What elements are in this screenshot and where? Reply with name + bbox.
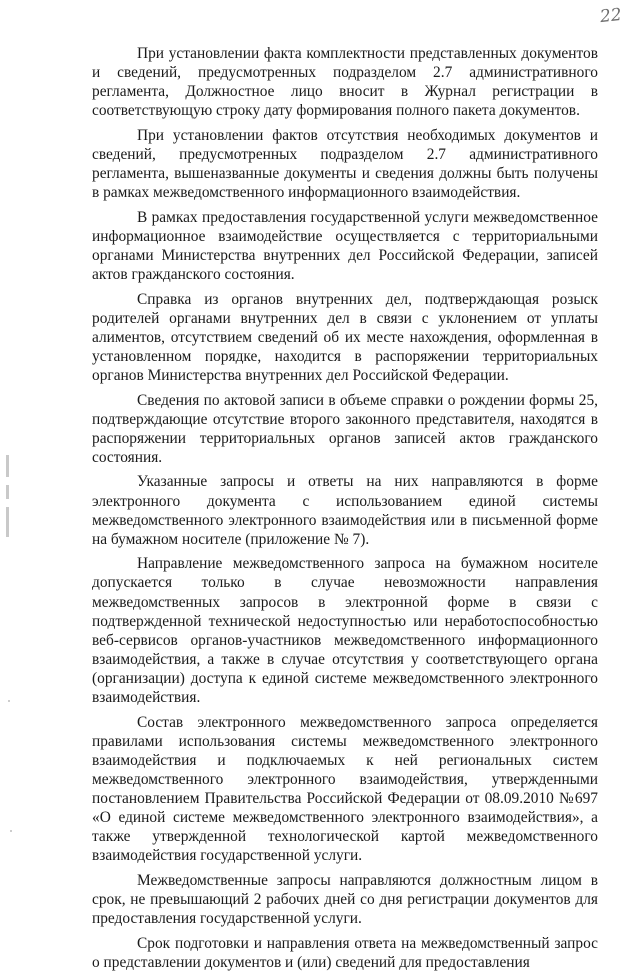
scan-dot [8,700,10,702]
paragraph: Сведения по актовой записи в объеме справки о рождении формы 25, подтверждающие отсутствие второго законного представителя, находятся в распоряжении территориальных органов записей актов гражданского состояния. [92,391,598,466]
paragraph: При установлении фактов отсутствия необходимых документов и сведений, предусмотренных подразделом 2.7 административного регламента, вышеназванные документы и сведения должны быть получены в рамках межведомственного информационного взаимодействия. [92,126,598,202]
document-body [92,44,598,977]
paragraph: Состав электронного межведомственного запроса определяется правилами использования системы межведомственного электронного взаимодействия и подключаемых к ней региональных систем межведомственного электронного взаимодействия, утвержденными постановлением Правительства Российской Федерации от 08.09.2010 №697 «О единой системе межведомственного электронного взаимодействия», а также утвержденной технологической картой межведомственного взаимодействия государственной услуги. [92,713,598,865]
paragraph: При установлении факта комплектности представленных документов и сведений, предусмотренных подразделом 2.7 административного регламента, Должностное лицо вносит в Журнал регистрации в соответствующую строку дату формирования полного пакета документов. [92,45,598,120]
scan-margin-marks [6,455,12,550]
page-number: 22 [599,4,623,28]
paragraph: Направление межведомственного запроса на бумажном носителе допускается только в случае невозможности направления межведомственных запросов в электронной форме в связи с подтвержденной технической недоступностью или неработоспособностью веб-сервисов органов-участников межведомственного информационного взаимодействия, а также в случае отсутствия у соответствующего органа (организации) доступа к единой системе межведомственного электронного взаимодействия. [92,555,598,706]
paragraph: Срок подготовки и направления ответа на межведомственный запрос о представлении документов и (или) сведений для предоставления [92,934,598,971]
paragraph: Указанные запросы и ответы на них направляются в форме электронного документа с использованием единой системы межведомственного электронного взаимодействия или в письменной форме на бумажном носителе (приложение № 7). [92,473,598,548]
paragraph: Межведомственные запросы направляются должностным лицом в срок, не превышающий 2 рабочих дней со дня регистрации документов для предоставления государственной услуги. [92,871,598,928]
scan-dot [10,830,12,832]
paragraph: Справка из органов внутренних дел, подтверждающая розыск родителей органами внутренних дел в связи с уклонением от уплаты алиментов, отсутствием сведений об их месте нахождения, оформленная в установленном порядке, находится в распоряжении территориальных органов Министерства внутренних дел Российской Федерации. [92,290,598,384]
paragraph: В рамках предоставления государственной услуги межведомственное информационное взаимодействие осуществляется с территориальными органами Министерства внутренних дел Российской Федерации, записей актов гражданского состояния. [92,208,598,284]
